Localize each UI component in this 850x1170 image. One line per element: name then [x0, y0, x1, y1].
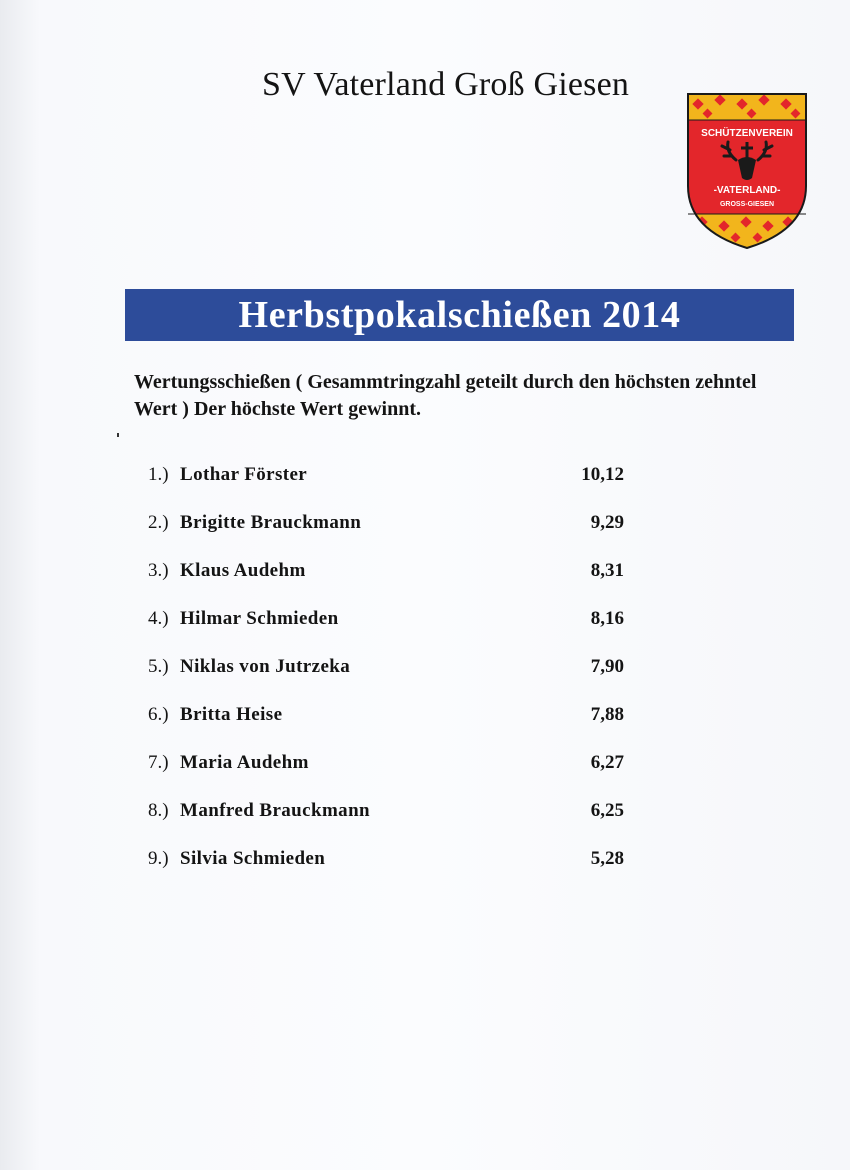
scoring-description: Wertungsschießen ( Gesammtringzahl geteilt durch den höchsten zehntel Wert ) Der höchste Wert gewinnt. — [134, 371, 757, 420]
result-value: 5,28 — [590, 848, 624, 869]
result-row — [148, 602, 648, 650]
result-rank: 1.) — [148, 464, 169, 485]
page-title: Herbstpokalschießen 2014 — [238, 294, 681, 336]
result-value: 8,16 — [590, 608, 624, 629]
result-name: Lothar Förster — [180, 464, 308, 485]
club-name: SV Vaterland Groß Giesen — [262, 66, 630, 103]
result-name: Manfred Brauckmann — [180, 800, 371, 821]
result-name: Silvia Schmieden — [180, 848, 326, 869]
club-crest-icon — [684, 90, 810, 252]
result-rank: 8.) — [148, 800, 169, 821]
result-row — [148, 506, 648, 554]
result-value: 8,31 — [590, 560, 624, 581]
result-row — [148, 554, 648, 602]
result-row — [148, 794, 648, 842]
result-value: 7,88 — [590, 704, 624, 725]
crest-bottom-subtext: GROSS-GIESEN — [719, 201, 775, 208]
result-rank: 9.) — [148, 848, 169, 869]
result-value: 6,27 — [590, 752, 624, 773]
result-rank: 6.) — [148, 704, 169, 725]
result-row — [148, 458, 648, 506]
result-name: Maria Audehm — [180, 752, 309, 773]
result-name: Klaus Audehm — [180, 560, 306, 581]
result-value: 10,12 — [581, 464, 624, 485]
result-rank: 2.) — [148, 512, 169, 533]
result-name: Britta Heise — [180, 704, 283, 725]
result-rank: 3.) — [148, 560, 169, 581]
result-name: Hilmar Schmieden — [180, 608, 339, 629]
result-name: Brigitte Brauckmann — [180, 512, 362, 533]
result-row — [148, 650, 648, 698]
result-rank: 7.) — [148, 752, 169, 773]
result-name: Niklas von Jutrzeka — [180, 656, 351, 677]
result-row — [148, 698, 648, 746]
result-row — [148, 746, 648, 794]
result-value: 6,25 — [590, 800, 624, 821]
result-rank: 4.) — [148, 608, 169, 629]
result-rank: 5.) — [148, 656, 169, 677]
crest-bottom-text: -VATERLAND- — [713, 185, 781, 196]
result-value: 7,90 — [590, 656, 624, 677]
results-list — [148, 458, 648, 890]
result-row — [148, 842, 648, 890]
scan-speck — [117, 433, 119, 437]
title-banner — [125, 289, 794, 341]
crest-top-text: SCHÜTZENVEREIN — [701, 128, 793, 139]
result-value: 9,29 — [590, 512, 624, 533]
